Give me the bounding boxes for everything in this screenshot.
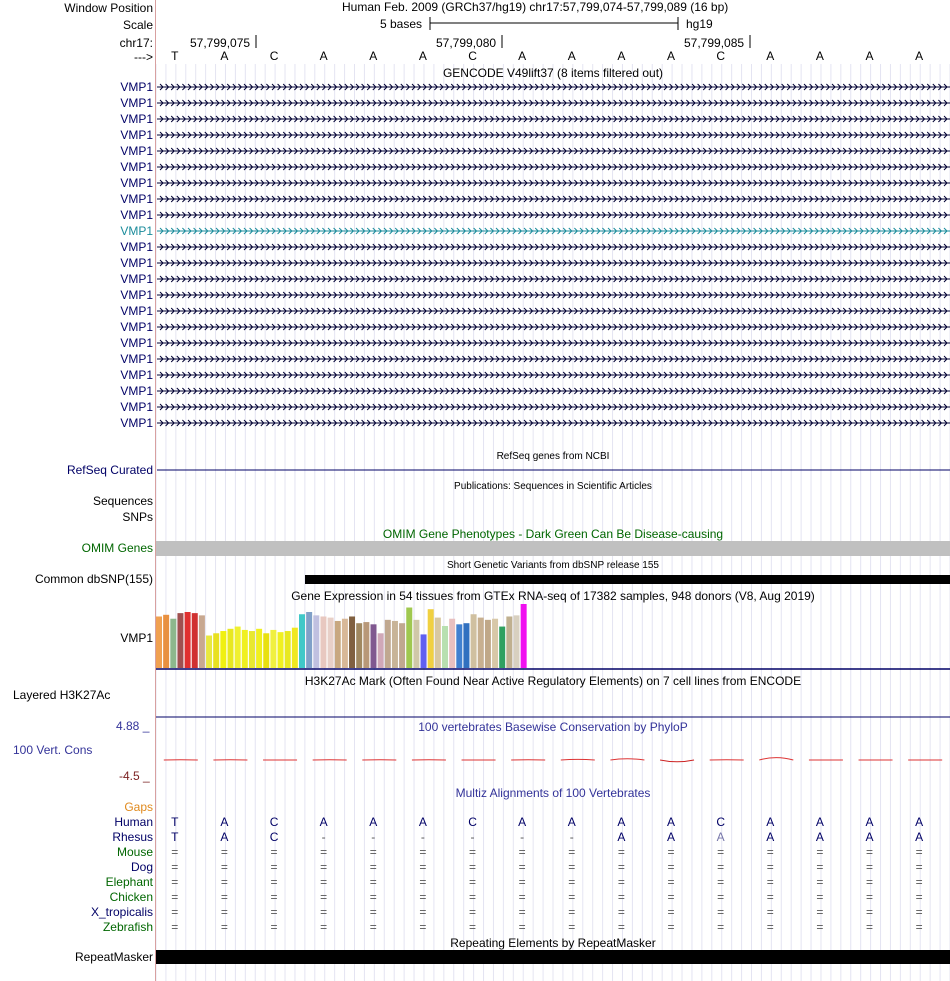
multiz-base: = <box>717 860 725 874</box>
multiz-base: A <box>667 815 676 829</box>
multiz-species-label[interactable]: Chicken <box>109 890 153 904</box>
multiz-base: = <box>667 890 675 904</box>
multiz-base: = <box>816 875 824 889</box>
multiz-base: = <box>915 890 923 904</box>
multiz-base: = <box>667 905 675 919</box>
base-letter: A <box>567 49 576 63</box>
gencode-item-label[interactable]: VMP1 <box>120 80 153 94</box>
phylop-score-curve <box>759 758 793 760</box>
multiz-base: = <box>369 845 377 859</box>
multiz-base: = <box>320 905 328 919</box>
gtex-tissue-bar <box>442 626 448 668</box>
gtex-tissue-bar <box>192 613 198 668</box>
multiz-base: = <box>816 920 824 934</box>
base-letter: C <box>716 49 725 63</box>
base-letter: A <box>815 49 824 63</box>
multiz-base: = <box>518 875 526 889</box>
multiz-base: = <box>766 890 774 904</box>
multiz-species-label[interactable]: X_tropicalis <box>90 905 153 919</box>
gtex-tissue-bar <box>456 624 462 668</box>
multiz-base: = <box>369 890 377 904</box>
phylop-score-curve <box>660 760 694 762</box>
gencode-item-label[interactable]: VMP1 <box>120 112 153 126</box>
scale-assembly: hg19 <box>686 17 713 31</box>
gtex-tissue-bar <box>206 636 212 668</box>
phylop-label[interactable]: 100 Vert. Cons <box>13 743 93 757</box>
base-letter: A <box>369 49 378 63</box>
multiz-base: = <box>568 875 576 889</box>
multiz-base: = <box>816 905 824 919</box>
gtex-tissue-bar <box>435 618 441 668</box>
dbsnp-label[interactable]: Common dbSNP(155) <box>34 572 153 586</box>
repeatmasker-track-title[interactable]: Repeating Elements by RepeatMasker <box>450 936 656 950</box>
multiz-base: = <box>766 905 774 919</box>
coord-tick-label: 57,799,085 <box>684 36 745 50</box>
gtex-tissue-bar <box>278 632 284 668</box>
multiz-base: - <box>470 830 475 844</box>
multiz-base: = <box>320 890 328 904</box>
multiz-base: = <box>419 845 427 859</box>
multiz-species-label[interactable]: Elephant <box>105 875 153 889</box>
multiz-base: A <box>766 815 775 829</box>
gtex-tissue-bar <box>478 618 484 668</box>
gtex-tissue-bar <box>485 620 491 668</box>
multiz-species-label[interactable]: Dog <box>130 860 153 874</box>
multiz-base: = <box>617 905 625 919</box>
multiz-base: = <box>866 875 874 889</box>
multiz-base: = <box>369 860 377 874</box>
multiz-base: = <box>568 860 576 874</box>
multiz-base: = <box>866 890 874 904</box>
gencode-track-title[interactable]: GENCODE V49lift37 (8 items filtered out) <box>442 66 664 80</box>
multiz-base: A <box>220 815 229 829</box>
multiz-base: = <box>568 845 576 859</box>
multiz-base: A <box>567 815 576 829</box>
h3k27ac-label[interactable]: Layered H3K27Ac <box>13 688 111 702</box>
base-letter: A <box>865 49 874 63</box>
multiz-base: = <box>816 860 824 874</box>
multiz-base: = <box>518 920 526 934</box>
multiz-base: = <box>171 860 179 874</box>
scale-label: Scale <box>122 18 153 32</box>
multiz-species-label[interactable]: Human <box>114 815 153 829</box>
multiz-base: = <box>915 860 923 874</box>
gencode-item-label[interactable]: VMP1 <box>120 208 153 222</box>
multiz-base: = <box>617 860 625 874</box>
multiz-base: A <box>815 830 824 844</box>
gencode-item-label[interactable]: VMP1 <box>120 304 153 318</box>
gencode-item-label[interactable]: VMP1 <box>120 192 153 206</box>
window-position-label: Window Position <box>64 1 153 15</box>
multiz-base: = <box>270 875 278 889</box>
multiz-base: = <box>667 860 675 874</box>
gtex-tissue-bar <box>363 622 369 668</box>
multiz-base: = <box>270 905 278 919</box>
multiz-base: = <box>171 920 179 934</box>
repeatmasker-label[interactable]: RepeatMasker <box>74 950 153 964</box>
omim-track-title[interactable]: OMIM Gene Phenotypes - Dark Green Can Be Disease-causing <box>382 527 724 541</box>
multiz-base: = <box>369 875 377 889</box>
multiz-base: T <box>171 815 179 829</box>
multiz-base: = <box>320 875 328 889</box>
gtex-tissue-bar <box>349 616 355 668</box>
multiz-base: = <box>419 920 427 934</box>
multiz-base: A <box>617 815 626 829</box>
multiz-base: = <box>320 860 328 874</box>
multiz-base: = <box>617 890 625 904</box>
multiz-base: C <box>269 815 279 829</box>
multiz-base: = <box>419 875 427 889</box>
gtex-tissue-bar <box>235 627 241 668</box>
multiz-base: - <box>371 830 376 844</box>
gencode-item-label[interactable]: VMP1 <box>120 240 153 254</box>
multiz-base: = <box>915 920 923 934</box>
repeatmasker-element-bar <box>156 950 950 964</box>
gtex-tissue-bar <box>220 631 226 668</box>
phylop-score-curve <box>610 759 644 760</box>
gtex-tissue-bar <box>242 630 248 668</box>
multiz-base: = <box>617 845 625 859</box>
multiz-base: = <box>816 845 824 859</box>
gtex-tissue-bar <box>392 621 398 668</box>
multiz-base: = <box>469 920 477 934</box>
multiz-base: A <box>518 815 527 829</box>
gtex-tissue-bar <box>492 619 498 668</box>
multiz-species-label[interactable]: Mouse <box>116 845 153 859</box>
coord-tick-label: 57,799,080 <box>436 36 497 50</box>
window-position-value: Human Feb. 2009 (GRCh37/hg19) chr17:57,799,074-57,799,089 (16 bp) <box>342 0 729 14</box>
publications-snps-label[interactable]: SNPs <box>122 510 153 524</box>
multiz-base: = <box>518 890 526 904</box>
multiz-base: = <box>469 905 477 919</box>
gencode-item-label[interactable]: VMP1 <box>120 96 153 110</box>
gtex-tissue-bar <box>514 615 520 668</box>
multiz-base: A <box>716 830 725 844</box>
gtex-tissue-bar <box>521 604 527 668</box>
gencode-item-label[interactable]: VMP1 <box>120 224 153 238</box>
gtex-track-title[interactable]: Gene Expression in 54 tissues from GTEx RNA-seq of 17382 samples, 948 donors (V8, Aug 2019) <box>291 589 815 603</box>
gencode-item-label[interactable]: VMP1 <box>120 288 153 302</box>
gtex-tissue-bar <box>199 615 205 668</box>
multiz-base: A <box>815 815 824 829</box>
gtex-tissue-bar <box>263 633 269 668</box>
multiz-base: = <box>766 875 774 889</box>
gtex-tissue-bar <box>270 630 276 668</box>
base-letter: A <box>319 49 328 63</box>
gencode-item-label[interactable]: VMP1 <box>120 384 153 398</box>
gtex-tissue-bar <box>185 612 191 668</box>
multiz-base: = <box>568 890 576 904</box>
multiz-species-label[interactable]: Zebrafish <box>102 920 153 934</box>
multiz-base: = <box>220 875 228 889</box>
multiz-base: = <box>667 845 675 859</box>
gtex-tissue-bar <box>156 616 162 668</box>
multiz-base: = <box>866 905 874 919</box>
multiz-base: = <box>667 875 675 889</box>
multiz-base: = <box>617 920 625 934</box>
base-letter: A <box>518 49 527 63</box>
multiz-base: = <box>469 875 477 889</box>
gencode-item-label[interactable]: VMP1 <box>120 160 153 174</box>
multiz-base: = <box>866 845 874 859</box>
multiz-base: = <box>518 860 526 874</box>
gtex-tissue-bar <box>328 618 334 668</box>
multiz-track-title[interactable]: Multiz Alignments of 100 Vertebrates <box>455 786 651 800</box>
multiz-base: = <box>469 860 477 874</box>
multiz-base: = <box>369 920 377 934</box>
gencode-item-label[interactable]: VMP1 <box>120 176 153 190</box>
gtex-tissue-bar <box>306 612 312 668</box>
gtex-tissue-bar <box>228 629 234 668</box>
multiz-base: A <box>766 830 775 844</box>
omim-label[interactable]: OMIM Genes <box>81 541 153 555</box>
dbsnp-variant-bar <box>305 575 950 584</box>
gtex-label[interactable]: VMP1 <box>120 631 153 645</box>
gtex-tissue-bar <box>342 619 348 668</box>
chrom-label: chr17: <box>119 36 153 50</box>
multiz-base: = <box>270 845 278 859</box>
multiz-base: = <box>617 875 625 889</box>
publications-sequences-label[interactable]: Sequences <box>92 494 153 508</box>
h3k27ac-track-title[interactable]: H3K27Ac Mark (Often Found Near Active Regulatory Elements) on 7 cell lines from ENCODE <box>304 674 802 688</box>
multiz-base: = <box>518 905 526 919</box>
multiz-base: - <box>321 830 326 844</box>
multiz-base: = <box>171 875 179 889</box>
multiz-base: = <box>915 905 923 919</box>
refseq-label[interactable]: RefSeq Curated <box>66 463 153 477</box>
gtex-tissue-bar <box>213 633 219 668</box>
multiz-base: = <box>320 920 328 934</box>
base-letter: A <box>418 49 427 63</box>
gtex-tissue-bar <box>413 620 419 668</box>
multiz-base: A <box>865 830 874 844</box>
multiz-base: - <box>569 830 574 844</box>
multiz-gaps-label[interactable]: Gaps <box>124 800 153 814</box>
base-letter: A <box>766 49 775 63</box>
dbsnp-track-title[interactable]: Short Genetic Variants from dbSNP release 155 <box>447 560 659 571</box>
multiz-base: = <box>717 875 725 889</box>
multiz-base: = <box>915 845 923 859</box>
gtex-tissue-bar <box>499 627 505 668</box>
gencode-item-label[interactable]: VMP1 <box>120 128 153 142</box>
gtex-tissue-bar <box>471 614 477 668</box>
gtex-tissue-bar <box>256 629 262 668</box>
gencode-item-label[interactable]: VMP1 <box>120 352 153 366</box>
gtex-tissue-bar <box>299 614 305 668</box>
gtex-tissue-bar <box>406 608 412 668</box>
scale-text: 5 bases <box>380 17 423 31</box>
multiz-base: T <box>171 830 179 844</box>
gtex-tissue-bar <box>421 634 427 668</box>
gencode-item-label[interactable]: VMP1 <box>120 336 153 350</box>
multiz-base: = <box>419 860 427 874</box>
multiz-base: = <box>171 890 179 904</box>
multiz-base: A <box>865 815 874 829</box>
multiz-base: C <box>269 830 279 844</box>
multiz-base: = <box>766 920 774 934</box>
multiz-base: A <box>220 830 229 844</box>
phylop-ymax: 4.88 _ <box>116 719 150 733</box>
multiz-base: = <box>171 845 179 859</box>
gencode-item-label[interactable]: VMP1 <box>120 144 153 158</box>
multiz-base: = <box>220 905 228 919</box>
base-letter: A <box>617 49 626 63</box>
gtex-tissue-bar <box>292 628 298 668</box>
gtex-tissue-bar <box>313 615 319 668</box>
multiz-base: = <box>469 890 477 904</box>
gtex-tissue-bar <box>399 623 405 668</box>
multiz-base: = <box>717 890 725 904</box>
multiz-base: = <box>270 920 278 934</box>
multiz-base: = <box>915 875 923 889</box>
gtex-tissue-bar <box>170 619 176 668</box>
phylop-score-curve <box>561 759 595 760</box>
gtex-tissue-bar <box>463 623 469 668</box>
base-letter: A <box>915 49 924 63</box>
publications-track-title[interactable]: Publications: Sequences in Scientific Articles <box>454 481 652 492</box>
multiz-base: = <box>369 905 377 919</box>
refseq-track-title[interactable]: RefSeq genes from NCBI <box>496 451 610 462</box>
gtex-tissue-bar <box>163 615 169 668</box>
base-letter: T <box>171 49 179 63</box>
multiz-base: = <box>419 890 427 904</box>
multiz-base: A <box>915 815 924 829</box>
multiz-base: = <box>220 890 228 904</box>
multiz-base: A <box>369 815 378 829</box>
gtex-tissue-bar <box>378 633 384 668</box>
gencode-item-label[interactable]: VMP1 <box>120 400 153 414</box>
phylop-track-title[interactable]: 100 vertebrates Basewise Conservation by PhyloP <box>418 720 688 734</box>
gencode-item-label[interactable]: VMP1 <box>120 320 153 334</box>
gtex-tissue-bar <box>506 616 512 668</box>
multiz-base: = <box>866 920 874 934</box>
multiz-base: A <box>418 815 427 829</box>
gtex-tissue-bar <box>356 623 362 668</box>
multiz-base: A <box>617 830 626 844</box>
multiz-base: C <box>716 815 725 829</box>
multiz-base: = <box>667 920 675 934</box>
multiz-base: = <box>766 845 774 859</box>
multiz-base: C <box>468 815 477 829</box>
multiz-base: = <box>469 845 477 859</box>
multiz-base: = <box>220 845 228 859</box>
multiz-base: = <box>220 920 228 934</box>
gtex-tissue-bar <box>428 609 434 668</box>
gencode-item-label[interactable]: VMP1 <box>120 416 153 430</box>
multiz-species-label[interactable]: Rhesus <box>112 830 153 844</box>
multiz-base: = <box>866 860 874 874</box>
gencode-item-label[interactable]: VMP1 <box>120 272 153 286</box>
gtex-tissue-bar <box>249 631 255 668</box>
gtex-tissue-bar <box>449 619 455 668</box>
gtex-tissue-bar <box>385 620 391 668</box>
multiz-base: - <box>520 830 525 844</box>
multiz-base: = <box>270 890 278 904</box>
multiz-base: = <box>717 905 725 919</box>
gtex-tissue-bar <box>320 616 326 668</box>
multiz-base: = <box>518 845 526 859</box>
base-letter: C <box>269 49 279 63</box>
multiz-base: = <box>816 890 824 904</box>
multiz-base: = <box>270 860 278 874</box>
multiz-base: A <box>915 830 924 844</box>
strand-label: ---> <box>134 50 153 64</box>
multiz-base: - <box>420 830 425 844</box>
multiz-base: = <box>766 860 774 874</box>
multiz-base: = <box>717 920 725 934</box>
multiz-base: = <box>568 920 576 934</box>
multiz-base: = <box>419 905 427 919</box>
multiz-base: = <box>568 905 576 919</box>
base-letter: A <box>220 49 229 63</box>
gtex-tissue-bar <box>335 621 341 668</box>
gtex-tissue-bar <box>285 631 291 668</box>
multiz-base: = <box>220 860 228 874</box>
gencode-item-label[interactable]: VMP1 <box>120 368 153 382</box>
gtex-tissue-bar <box>177 613 183 668</box>
gtex-tissue-bar <box>371 624 377 668</box>
omim-gene-bar <box>156 541 950 556</box>
base-letter: C <box>468 49 477 63</box>
coord-tick-label: 57,799,075 <box>190 36 251 50</box>
base-letter: A <box>667 49 676 63</box>
multiz-base: A <box>667 830 676 844</box>
multiz-base: = <box>717 845 725 859</box>
multiz-base: A <box>319 815 328 829</box>
gencode-item-label[interactable]: VMP1 <box>120 256 153 270</box>
phylop-ymin: -4.5 _ <box>119 769 150 783</box>
multiz-base: = <box>171 905 179 919</box>
multiz-base: = <box>320 845 328 859</box>
